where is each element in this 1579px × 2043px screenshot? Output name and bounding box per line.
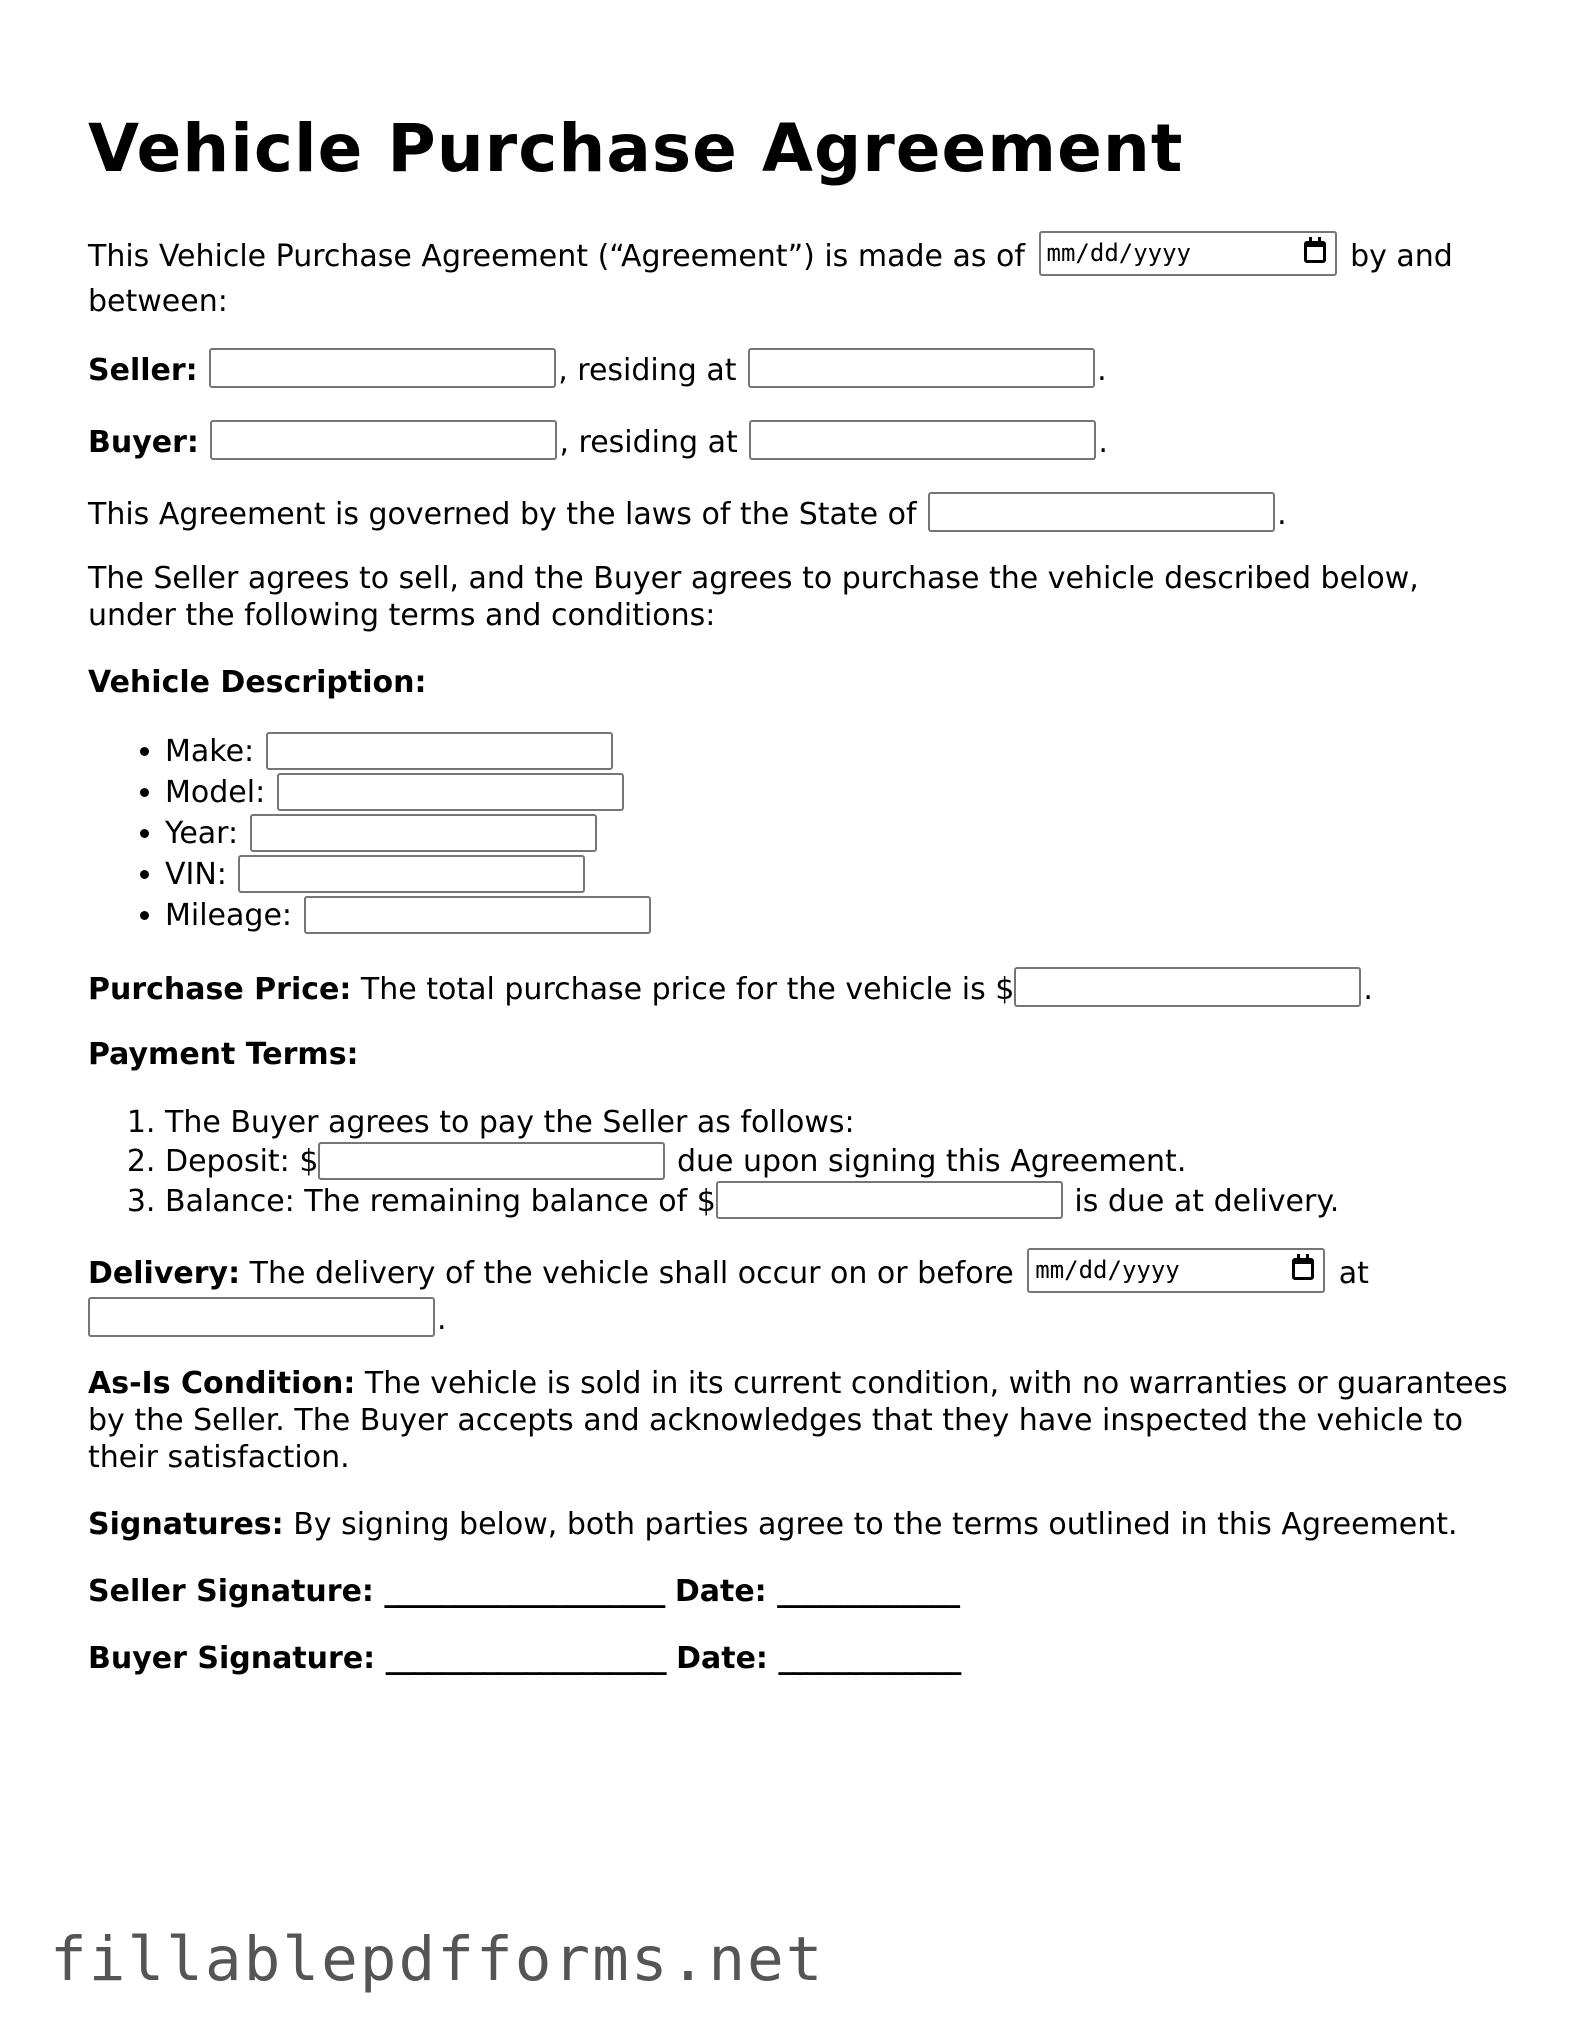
intro-text: This Vehicle Purchase Agreement (“Agreement”) is made as of [88, 239, 1025, 274]
seller-residing-text: , residing at [558, 353, 737, 388]
list-item [165, 731, 1508, 772]
delivery-end: . [437, 1302, 447, 1337]
purchase-price-input[interactable] [1014, 967, 1361, 1007]
seller-line [88, 346, 1508, 396]
model-input[interactable] [277, 773, 624, 811]
list-item [165, 1182, 1508, 1222]
model-label: Model: [165, 775, 266, 810]
year-label: Year: [165, 816, 239, 851]
make-label: Make: [165, 734, 255, 769]
delivery-date-placeholder: mm/dd/yyyy [1035, 1256, 1180, 1284]
seller-signature-label: Seller Signature: [88, 1574, 374, 1609]
seller-signature-blank[interactable]: ____________________ [384, 1574, 665, 1609]
payment-terms-list [88, 1103, 1508, 1221]
delivery-date-input[interactable] [1027, 1248, 1325, 1293]
state-input[interactable] [928, 492, 1275, 532]
buyer-signature-blank[interactable]: ____________________ [385, 1641, 666, 1676]
buyer-signature-line [88, 1640, 1508, 1677]
delivery-location-input[interactable] [88, 1297, 435, 1337]
make-input[interactable] [266, 732, 613, 770]
purchase-price-end: . [1363, 972, 1373, 1007]
calendar-icon[interactable] [1304, 241, 1326, 263]
seller-end: . [1097, 353, 1107, 388]
buyer-end: . [1098, 425, 1108, 460]
vin-label: VIN: [165, 857, 227, 892]
seller-name-input[interactable] [209, 348, 556, 388]
governing-law-line [88, 490, 1508, 540]
list-item [165, 895, 1508, 936]
agreement-date-placeholder: mm/dd/yyyy [1046, 239, 1192, 267]
deposit-text: due upon signing this Agreement. [676, 1144, 1187, 1179]
agreement-date-input[interactable] [1039, 231, 1337, 276]
year-input[interactable] [250, 814, 597, 852]
calendar-icon[interactable] [1292, 1258, 1314, 1280]
balance-text: is due at delivery. [1074, 1183, 1340, 1219]
buyer-label: Buyer: [88, 425, 199, 460]
vin-input[interactable] [238, 855, 585, 893]
as-is-label: As-Is Condition: [88, 1366, 356, 1401]
agreement-page [88, 0, 1508, 1677]
purchase-price-text: The total purchase price for the vehicle is $ [360, 972, 1015, 1007]
page-title: Vehicle Purchase Agreement [88, 110, 1184, 187]
list-item [165, 1103, 1508, 1142]
purchase-price-label: Purchase Price: [88, 972, 352, 1007]
seller-label: Seller: [88, 353, 198, 388]
buyer-residing-text: , residing at [559, 425, 738, 460]
signatures-label: Signatures: [88, 1507, 284, 1542]
mileage-input[interactable] [304, 896, 651, 934]
seller-date-blank[interactable]: _____________ [777, 1574, 960, 1609]
mileage-label: Mileage: [165, 898, 293, 933]
intro-paragraph [88, 235, 1508, 324]
deposit-label: Deposit: $ [165, 1144, 319, 1179]
signatures-paragraph [88, 1506, 1508, 1543]
list-item [165, 854, 1508, 895]
buyer-date-label: Date: [676, 1641, 768, 1676]
seller-signature-line [88, 1573, 1508, 1610]
vehicle-description-list [88, 731, 1508, 936]
seller-address-input[interactable] [748, 348, 1095, 388]
watermark: fillablepdfforms.net [50, 1924, 825, 1995]
purchase-price-line [88, 966, 1508, 1014]
list-item [165, 1142, 1508, 1182]
list-item [165, 772, 1508, 813]
balance-label: Balance: The remaining balance of $ [165, 1183, 716, 1219]
balance-input[interactable] [716, 1181, 1063, 1219]
delivery-label: Delivery: [88, 1256, 241, 1291]
sell-statement: The Seller agrees to sell, and the Buyer agrees to purchase the vehicle described below, under the following terms and conditions: [88, 561, 1419, 633]
as-is-text: The vehicle is sold in its current condition, with no warranties or guarantees by the Seller. The Buyer accepts and acknowledges that they have inspected the vehicle to their satisfaction. [88, 1366, 1508, 1475]
delivery-paragraph [88, 1251, 1508, 1343]
deposit-input[interactable] [318, 1142, 665, 1180]
governing-end: . [1277, 497, 1287, 532]
payment-item-1: The Buyer agrees to pay the Seller as follows: [165, 1105, 855, 1140]
seller-date-label: Date: [674, 1574, 767, 1609]
payment-terms-heading: Payment Terms: [88, 1037, 359, 1072]
buyer-signature-label: Buyer Signature: [88, 1641, 376, 1676]
intro-text-after: by and between: [88, 239, 1453, 319]
buyer-name-input[interactable] [210, 420, 557, 460]
delivery-at-text: at [1338, 1256, 1369, 1291]
governing-text: This Agreement is governed by the laws of the State of [88, 497, 917, 532]
signatures-text: By signing below, both parties agree to the terms outlined in this Agreement. [293, 1507, 1458, 1542]
buyer-address-input[interactable] [749, 420, 1096, 460]
as-is-paragraph [88, 1365, 1508, 1476]
list-item [165, 813, 1508, 854]
buyer-date-blank[interactable]: _____________ [778, 1641, 961, 1676]
delivery-text: The delivery of the vehicle shall occur on or before [249, 1256, 1014, 1291]
buyer-line [88, 418, 1508, 468]
vehicle-description-heading: Vehicle Description: [88, 665, 427, 700]
